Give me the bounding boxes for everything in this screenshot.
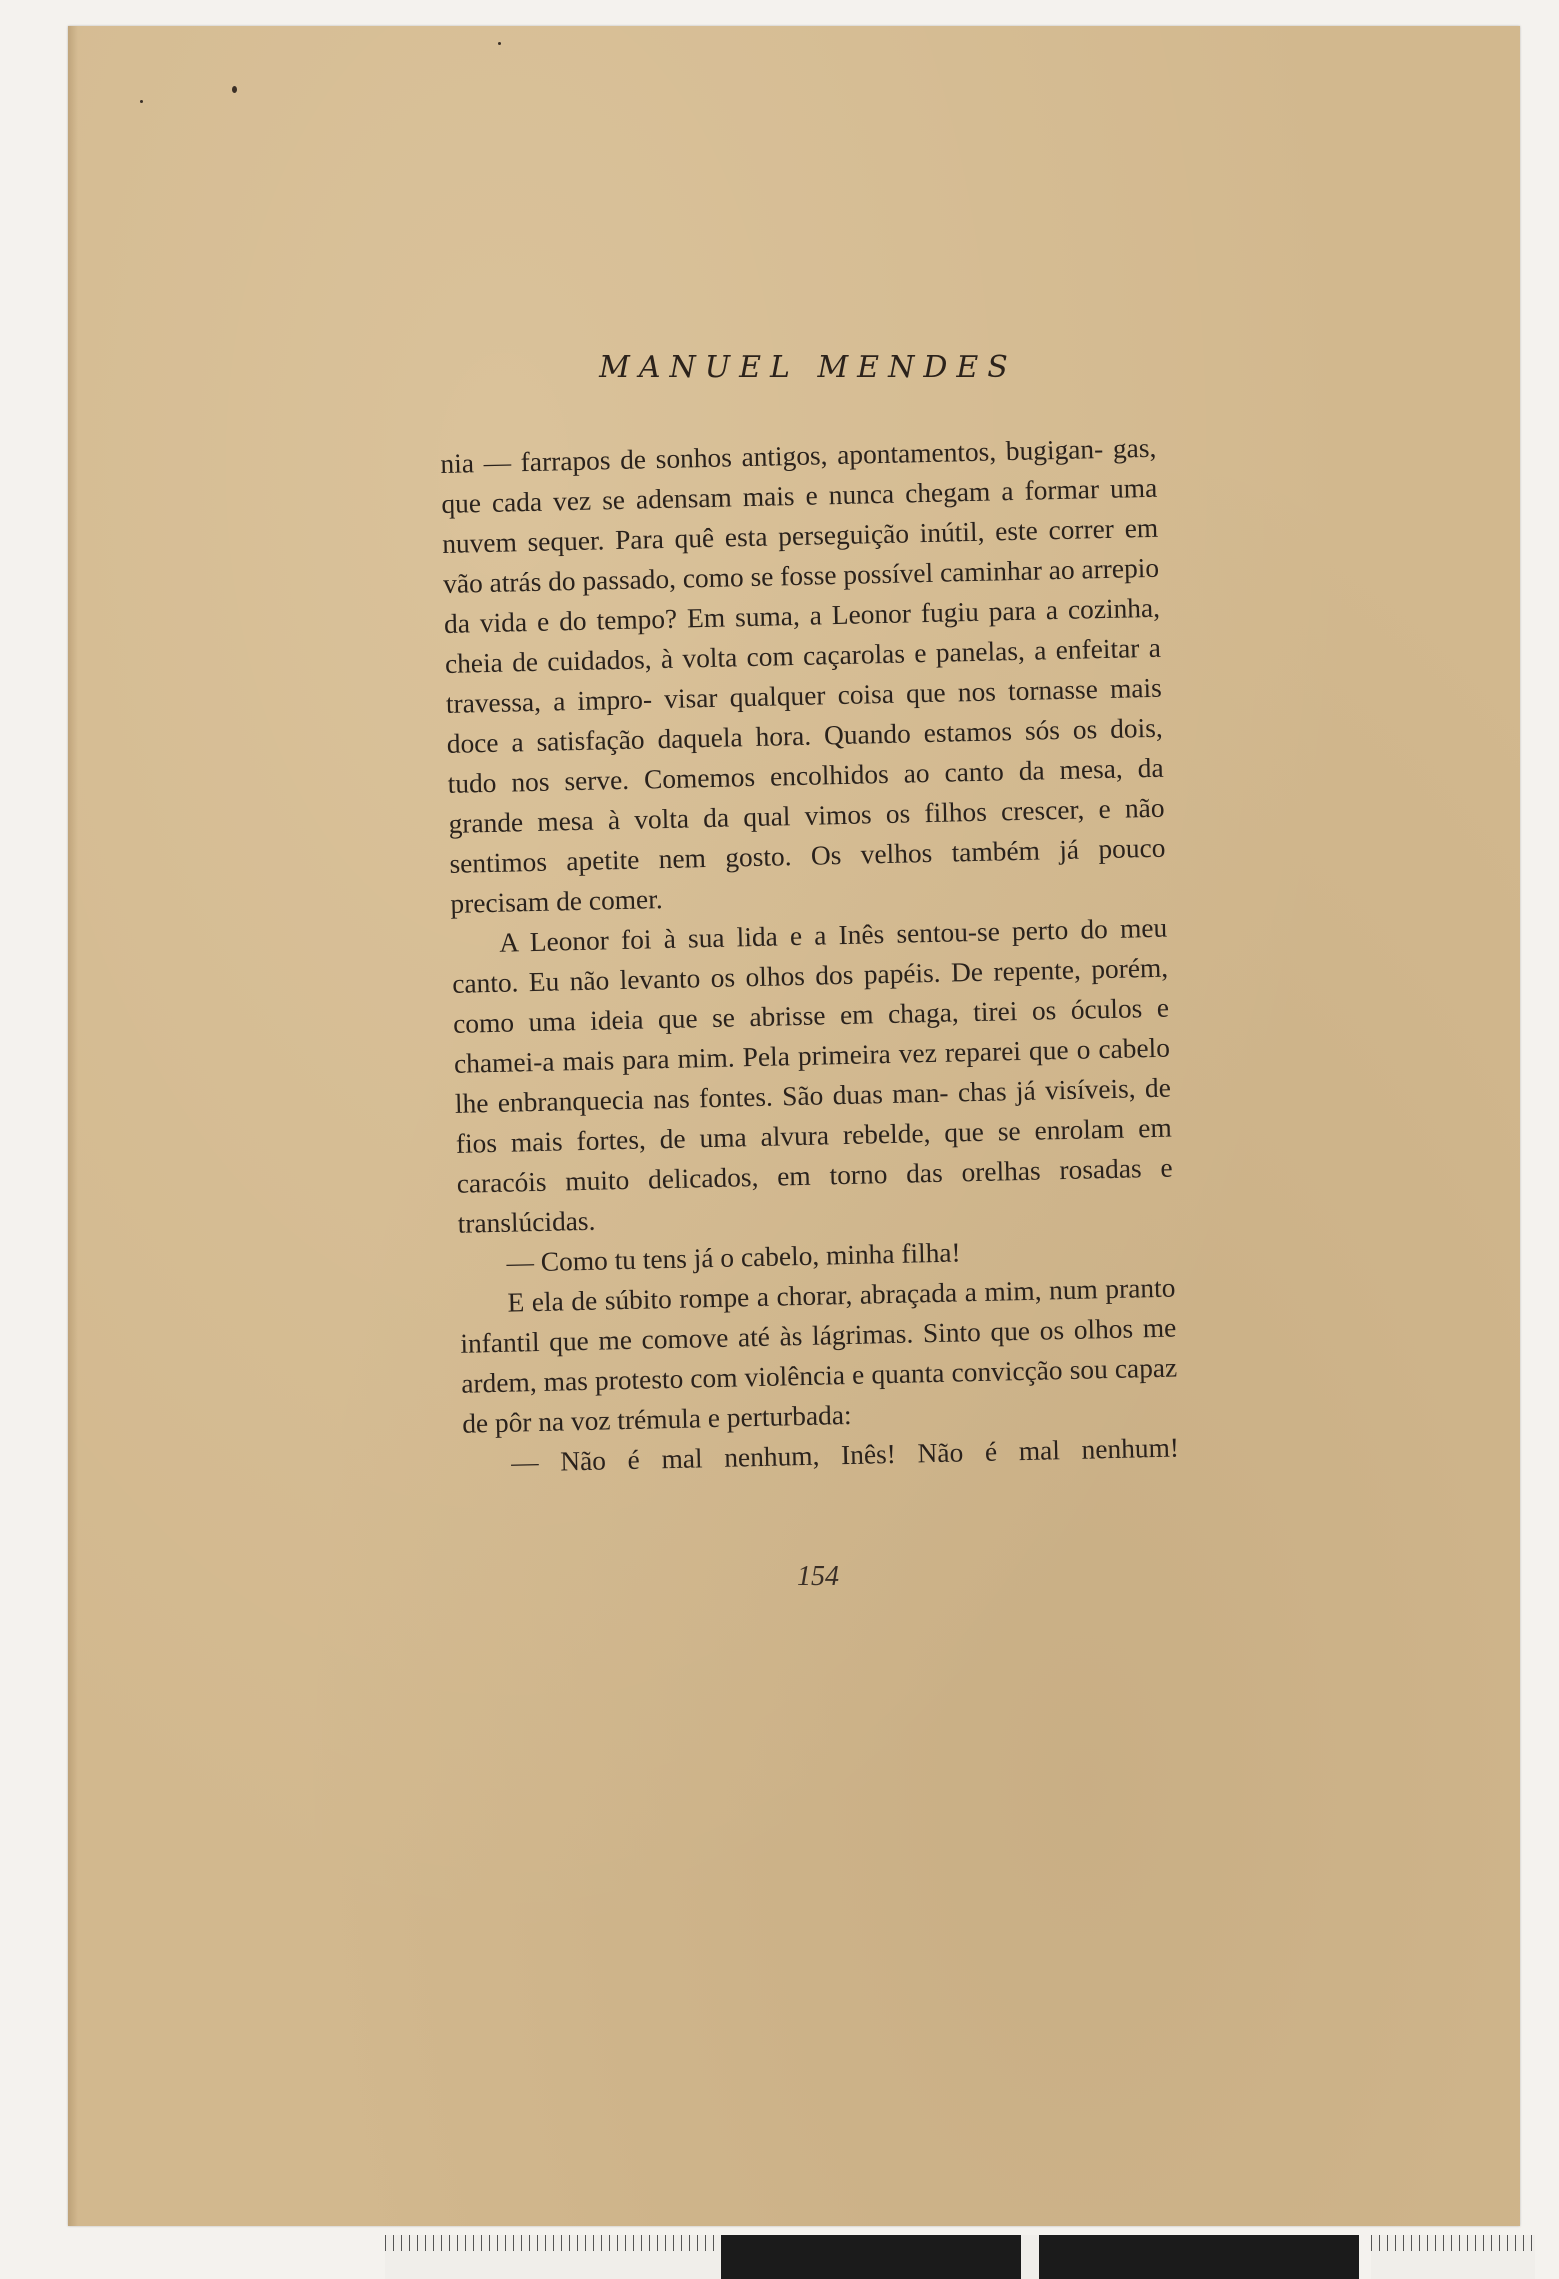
text-line: óculos e chamei-a mais para mim. Pela primeira vez reparei: [453, 992, 1170, 1079]
text-line: este correr em vão atrás do passado, como se fosse possível: [442, 512, 1159, 599]
text-line: caminhar ao arrepio da vida e do tempo? Em suma, a: [443, 552, 1160, 639]
text-line: convicção sou capaz de pôr na voz trémula e perturbada:: [461, 1352, 1178, 1439]
ruler-scale-left: [385, 2235, 721, 2279]
text-line: gas, que cada vez se adensam mais e nunca chegam a: [441, 432, 1157, 519]
text-line: A Leonor foi à sua lida e a Inês sentou-se perto do: [498, 913, 1109, 958]
ruler-white-gap: [1021, 2235, 1039, 2279]
text-line: Comemos encolhidos ao canto da mesa, da grande mesa: [448, 752, 1164, 839]
text-line: à volta da qual vimos os filhos crescer, e não sentimos: [449, 792, 1165, 879]
text-line: meu canto. Eu não levanto os olhos dos papéis. De repente,: [451, 912, 1168, 999]
ruler-scale-right: [1371, 2235, 1535, 2279]
text-line: Leonor fugiu para a cozinha, cheia de cuidados, à volta: [444, 592, 1161, 679]
body-text: [440, 428, 1179, 1484]
text-line: formar uma nuvem sequer. Para quê esta perseguição inútil,: [441, 472, 1158, 559]
text-line: daquela hora. Quando estamos sós os dois, tudo nos serve.: [447, 712, 1163, 799]
paper-speck: [140, 100, 143, 103]
text-line: de comer.: [555, 884, 663, 917]
book-page: [68, 26, 1520, 2226]
ruler-black-block: [721, 2235, 1021, 2279]
running-head: MANUEL MENDES: [599, 350, 1017, 385]
paragraph-2: [451, 908, 1174, 1244]
scale-ruler: [385, 2235, 1535, 2279]
paragraph-3: [459, 1268, 1178, 1444]
text-line: chas já visíveis, de fios mais fortes, de uma alvura rebelde,: [455, 1072, 1172, 1159]
text-line: que se enrolam em caracóis muito delicados, em torno das: [456, 1112, 1173, 1199]
text-line: orelhas rosadas e translúcidas.: [457, 1152, 1173, 1239]
text-line: com caçarolas e panelas, a enfeitar a travessa, a impro-: [445, 632, 1162, 719]
text-line: — Não é mal nenhum, Inês! Não é mal nenhum!: [510, 1432, 1180, 1478]
text-line: E ela de súbito rompe a chorar, abraçada a mim, num: [507, 1274, 1099, 1318]
page-edge-shadow: [68, 26, 78, 2226]
text-line: nia — farrapos de sonhos antigos, apontamentos, bugigan-: [440, 433, 1104, 479]
text-line: apetite nem gosto. Os velhos também já pouco precisam: [450, 832, 1166, 919]
text-line: — Como tu tens já o cabelo, minha filha!: [506, 1237, 961, 1278]
text-line: que o cabelo lhe enbranquecia nas fontes. São duas man-: [454, 1032, 1171, 1119]
paragraph-1: [440, 428, 1167, 924]
text-line: visar qualquer coisa que nos tornasse mais doce a satisfação: [446, 672, 1163, 759]
text-line: os olhos me ardem, mas protesto com violência e quanta: [460, 1312, 1177, 1399]
paper-speck: [232, 86, 237, 93]
text-line: porém, como uma ideia que se abrisse em chaga, tirei os: [452, 952, 1169, 1039]
page-number: 154: [797, 1561, 839, 1592]
ruler-black-block: [1039, 2235, 1359, 2279]
paper-speck: [498, 42, 501, 45]
text-line: pranto infantil que me comove até às lágrimas. Sinto que: [460, 1272, 1176, 1359]
